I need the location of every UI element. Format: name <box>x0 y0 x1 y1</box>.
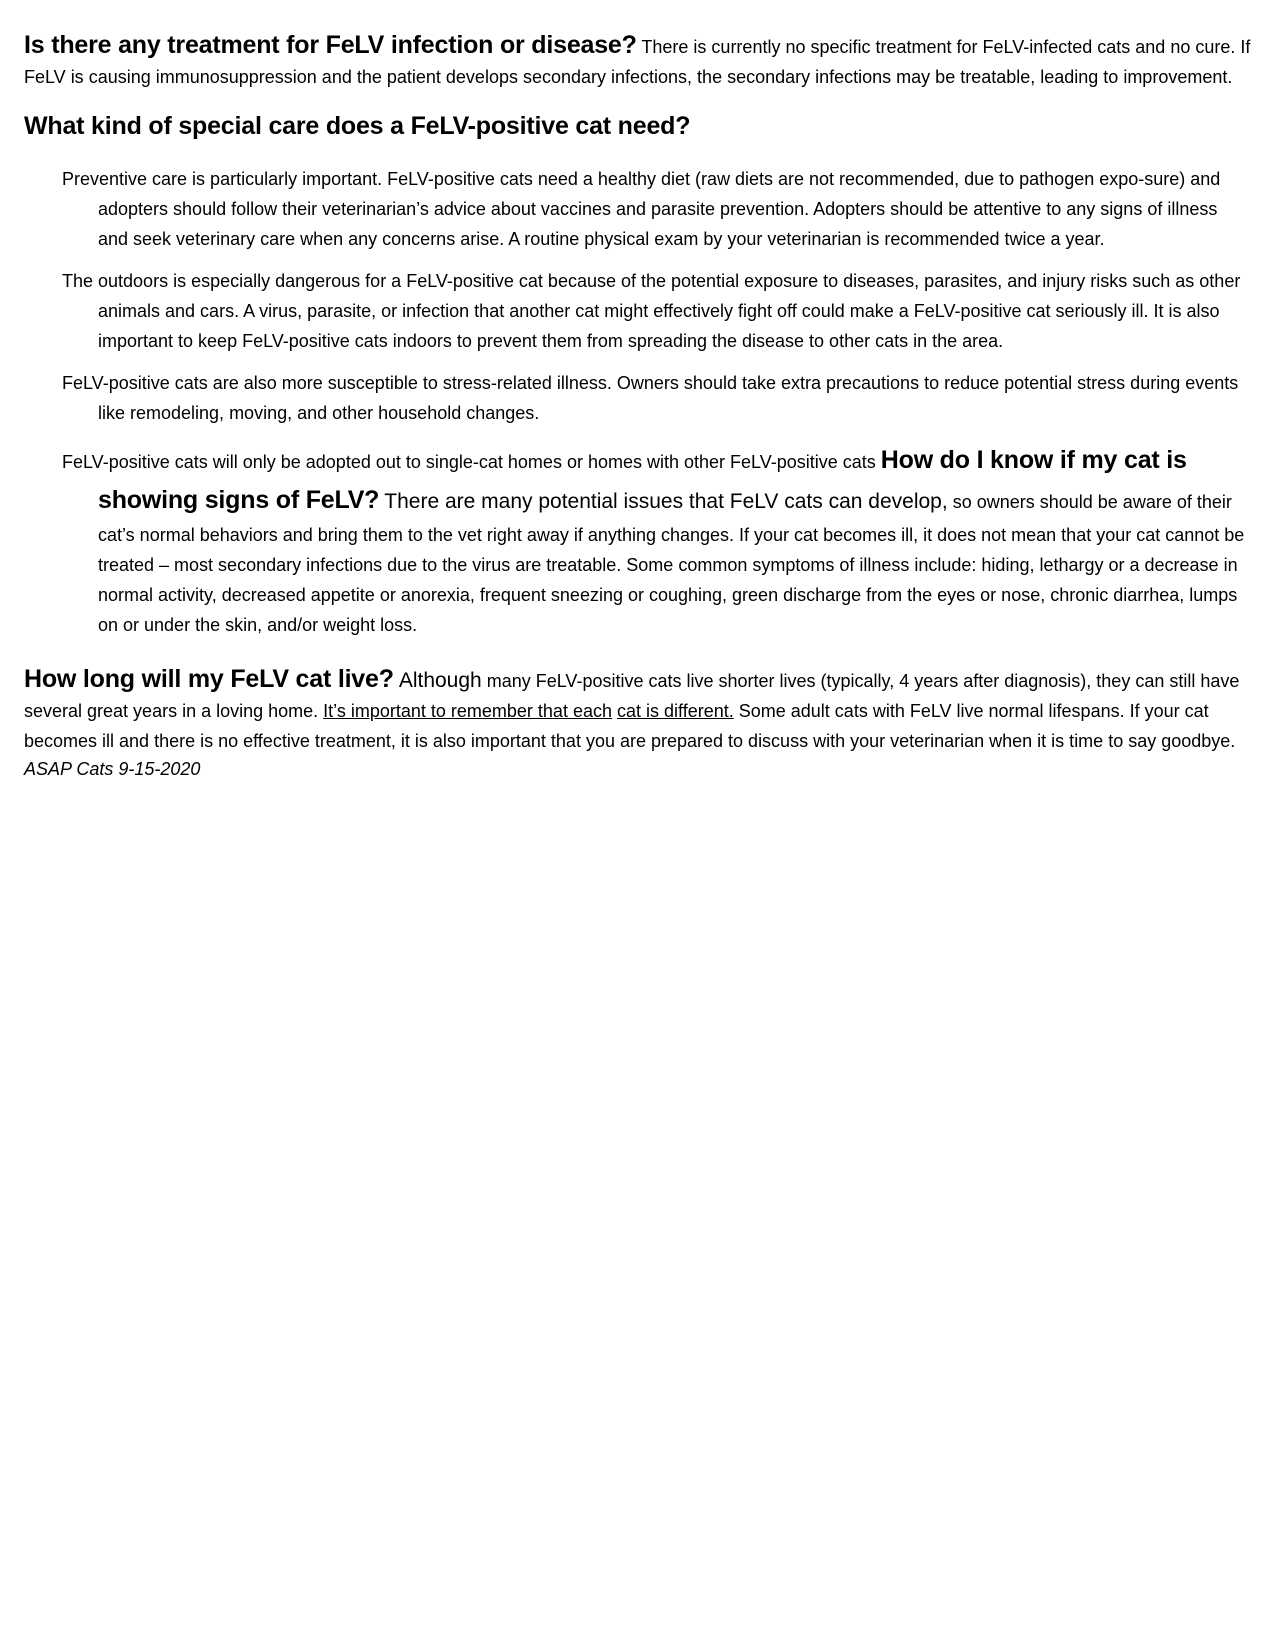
lifespan-underline-2: cat is different. <box>617 701 734 721</box>
treatment-section <box>24 30 1252 92</box>
document-page <box>24 30 1252 782</box>
adoption-text: FeLV-positive cats will only be adopted out to single-cat homes or homes with other FeLV-positive cats <box>62 452 876 472</box>
signature: ASAP Cats 9-15-2020 <box>24 759 201 779</box>
lifespan-text-2: Some adult cats with FeLV live normal lifespans. If your cat becomes ill and there is no effective treatment, it is also important that you are prepared to discuss with your veterinarian when it is time to say goodbye. <box>24 701 1236 751</box>
lifespan-lead: Although <box>398 669 482 692</box>
special-care-item-adoption <box>62 440 1252 640</box>
special-care-heading: What kind of special care does a FeLV-positive cat need? <box>24 112 691 140</box>
treatment-text: There is currently no specific treatment for FeLV-infected cats and no cure. If FeLV is causing immunosuppression and the patient develops secondary infections, the secondary infections may be treatable, leading to improvement. <box>24 37 1251 87</box>
signs-text: so owners should be aware of their cat’s normal behaviors and bring them to the vet right away if anything changes. If your cat becomes ill, it does not mean that your cat cannot be treated – most secondary infections due to the virus are treatable. Some common symptoms of illness include: hiding, lethargy or a decrease in normal activity, decreased appetite or anorexia, frequent sneezing or coughing, green discharge from the eyes or nose, chronic diarrhea, lumps on or under the skin, and/or weight loss. <box>98 492 1245 635</box>
signs-heading: How do I know if my cat is showing signs of FeLV? <box>98 446 1187 514</box>
lifespan-section <box>24 664 1252 756</box>
special-care-item-preventive: Preventive care is particularly important. FeLV-positive cats need a healthy diet (raw diets are not recommended, due to pathogen expo-sure) and adopters should follow their veterinarian’s advice about vaccines and parasite prevention. Adopters should be attentive to any signs of illness and seek veterinary care when any concerns arise. A routine physical exam by your veterinarian is recommended twice a year. <box>62 169 1221 249</box>
treatment-heading: Is there any treatment for FeLV infection or disease? <box>24 31 637 59</box>
special-care-item-outdoors: The outdoors is especially dangerous for a FeLV-positive cat because of the potential exposure to diseases, parasites, and injury risks such as other animals and cars. A virus, parasite, or infection that another cat might effectively fight off could make a FeLV-positive cat seriously ill. It is also important to keep FeLV-positive cats indoors to prevent them from spreading the disease to other cats in the area. <box>62 271 1241 351</box>
lifespan-underline-1: It’s important to remember that each <box>323 701 612 721</box>
lifespan-heading: How long will my FeLV cat live? <box>24 665 394 693</box>
signs-lead: There are many potential issues that FeLV cats can develop, <box>384 490 948 513</box>
lifespan-text-1: many FeLV-positive cats live shorter lives (typically, 4 years after diagnosis), they can still have several great years in a loving home. <box>24 671 1240 721</box>
special-care-item-stress: FeLV-positive cats are also more susceptible to stress-related illness. Owners should take extra precautions to reduce potential stress during events like remodeling, moving, and other household changes. <box>62 373 1239 423</box>
